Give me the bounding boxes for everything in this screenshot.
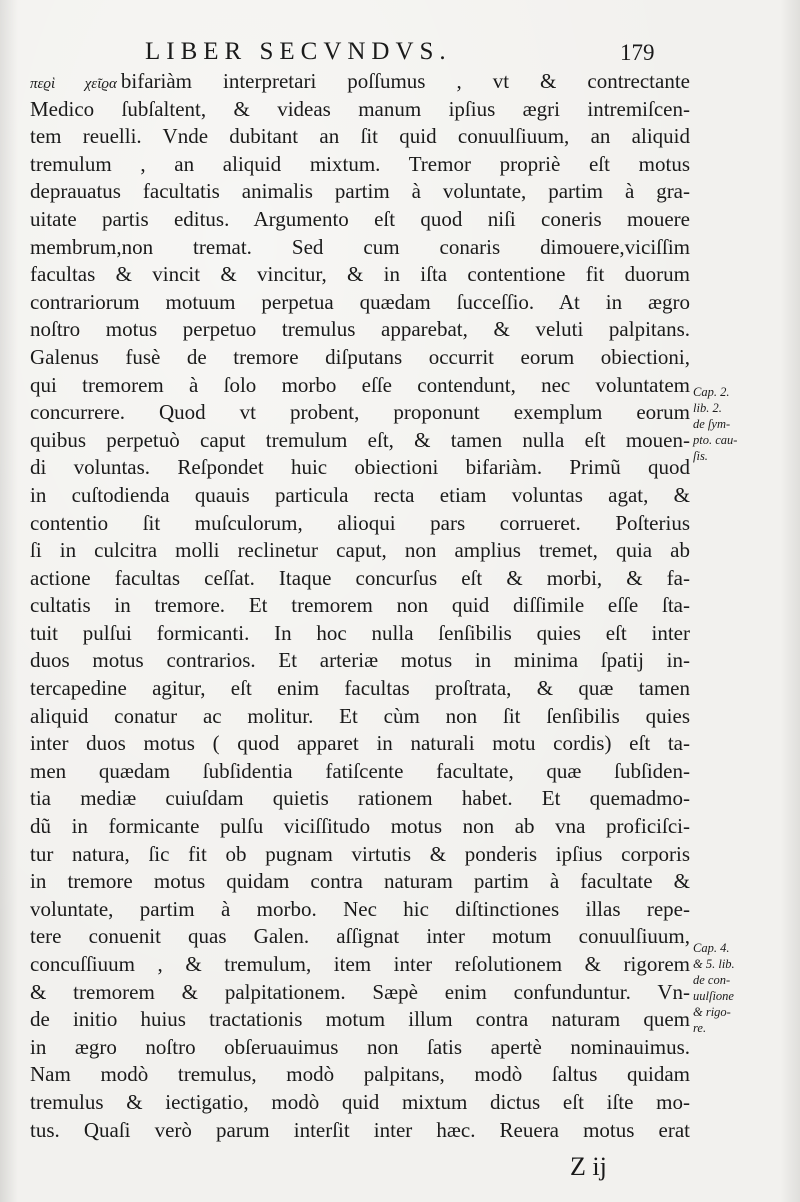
margin-note-1: Cap. 2. lib. 2. de ſym- pto. cau- ſis. [693, 385, 738, 463]
text-line-34: & tremorem & palpitationem. Sæpè enim confunduntur. Vn- [30, 979, 690, 1004]
text-line-14: quibus perpetuò caput tremulum eſt, & tamen nulla eſt mouen- [30, 427, 690, 452]
text-line-26: men quædam ſubſidentia fatiſcente facultate, quæ ſubſiden- [30, 758, 690, 783]
text-line-24: aliquid conatur ac molitur. Et cùm non ſit ſenſibilis quies [30, 703, 690, 728]
greek-gloss: πεϱὶ χεῖϱα [30, 76, 117, 92]
text-line-30: in tremore motus quidam contra naturam partim à facultate & [30, 869, 690, 894]
text-line-35: de initio huius tractationis motum illum contra naturam quem [30, 1007, 690, 1032]
page-number: 179 [620, 40, 655, 65]
text-line-29: tur natura, ſic fit ob pugnam virtutis & ponderis ipſius corporis [30, 841, 690, 866]
text-line-39: tus. Quaſi verò parum interſit inter hæc. Reuera motus erat [30, 1117, 690, 1142]
text-line-6: uitate partis editus. Argumento eſt quod niſi coneris mouere [30, 206, 690, 231]
text-line-19: actione facultas ceſſat. Itaque concurſus eſt & morbi, & fa- [30, 565, 690, 590]
text-line-3: tem reuelli. Vnde dubitant an ſit quid conuulſiuum, an aliquid [30, 124, 690, 149]
text-line-37: Nam modò tremulus, modò palpitans, modò ſaltus quidam [30, 1062, 690, 1087]
body-text [30, 68, 690, 1144]
text-line-13: concurrere. Quod vt probent, proponunt exemplum eorum [30, 400, 690, 425]
running-title: LIBER SECVNDVS. [145, 38, 452, 65]
text-line-4: tremulum , an aliquid mixtum. Tremor propriè eſt motus [30, 151, 690, 176]
text-line-32: tere conuenit quas Galen. aſſignat inter motum conuulſiuum, [30, 924, 690, 949]
text-line-36: in ægro noſtro obſeruauimus non ſatis apertè nominauimus. [30, 1034, 690, 1059]
signature-mark: Z ij [570, 1152, 607, 1181]
text-line-1: πεϱὶ χεῖϱα bifariàm interpretari poſſumus , vt & contrectante [30, 69, 690, 93]
text-line-11: Galenus fusè de tremore diſputans occurrit eorum obiectioni, [30, 344, 690, 369]
text-line-15: di voluntas. Reſpondet huic obiectioni bifariàm. Primũ quod [30, 455, 690, 480]
text-line-12: qui tremorem à ſolo morbo eſſe contendunt, nec voluntatem [30, 372, 690, 397]
text-line-22: duos motus contrarios. Et arteriæ motus in minima ſpatij in- [30, 648, 690, 673]
text-line-2: Medico ſubſaltent, & videas manum ipſius ægri intremiſcen- [30, 96, 690, 121]
text-line-33: concuſſiuum , & tremulum, item inter reſolutionem & rigorem [30, 952, 690, 976]
text-line-25: inter duos motus ( quod apparet in naturali motu cordis) eſt ta- [30, 731, 690, 756]
text-line-7: membrum,non tremat. Sed cum conaris dimouere,viciſſim [30, 234, 690, 259]
margin-note-2: Cap. 4. & 5. lib. de con- uulſione & rigo- re. [693, 941, 735, 1035]
text-line-18: ſi in culcitra molli reclinetur caput, non amplius tremet, quia ab [30, 538, 690, 563]
text-line-8: facultas & vincit & vincitur, & in iſta contentione fit duorum [30, 262, 690, 287]
text-line-38: tremulus & iectigatio, modò quid mixtum dictus eſt iſte mo- [30, 1089, 690, 1114]
text-line-5: deprauatus facultatis animalis partim à voluntate, partim à gra- [30, 179, 690, 204]
text-line-27: tia mediæ cuiuſdam quietis rationem habet. Et quemadmo- [30, 786, 690, 811]
text-line-10: noſtro motus perpetuo tremulus apparebat, & veluti palpitans. [30, 317, 690, 342]
text-line-21: tuit pulſui formicanti. In hoc nulla ſenſibilis quies eſt inter [30, 620, 690, 645]
text-line-28: dũ in formicante pulſu viciſſitudo motus non ab vna proficiſci- [30, 814, 690, 839]
text-line-31: voluntate, partim à morbo. Nec hic diſtinctiones illas repe- [30, 896, 690, 921]
text-line-9: contrariorum motuum perpetua quædam ſucceſſio. At in ægro [30, 289, 690, 314]
text-line-16: in cuſtodienda quauis particula recta etiam voluntas agat, & [30, 482, 690, 507]
text-line-17: contentio ſit muſculorum, alioqui pars corrueret. Poſterius [30, 510, 690, 535]
text-line-20: cultatis in tremore. Et tremorem non quid diſſimile eſſe ſta- [30, 593, 690, 618]
text-line-23: tercapedine agitur, eſt enim facultas proſtrata, & quæ tamen [30, 676, 690, 701]
